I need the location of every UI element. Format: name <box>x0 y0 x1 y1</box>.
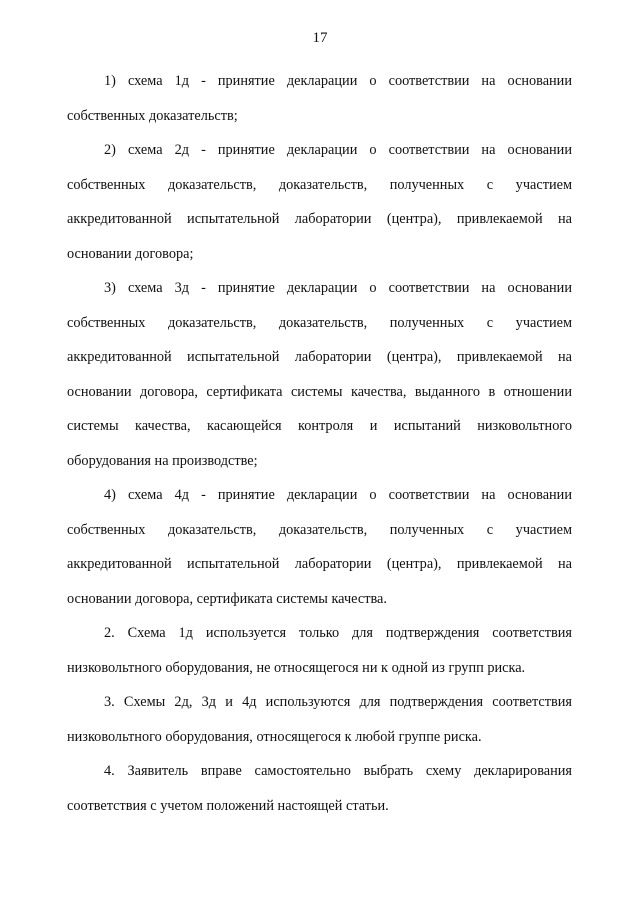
paragraph-scheme-2d: 2) схема 2д - принятие декларации о соответствии на основании собственных доказательств, доказательств, полученных с участием аккредитованной испытательной лаборатории (центра), привлекаемой на основании договора; <box>67 142 572 262</box>
paragraph-item-4: 4. Заявитель вправе самостоятельно выбрать схему декларирования соответствия с учетом положений настоящей статьи. <box>67 763 572 814</box>
paragraph-item-2: 2. Схема 1д используется только для подтверждения соответствия низковольтного оборудования, не относящегося ни к одной из групп риска. <box>67 625 572 676</box>
paragraph-scheme-4d: 4) схема 4д - принятие декларации о соответствии на основании собственных доказательств, доказательств, полученных с участием аккредитованной испытательной лаборатории (центра), привлекаемой на основании договора, сертификата системы качества. <box>67 487 572 607</box>
document-body <box>67 64 572 823</box>
paragraph-scheme-1d: 1) схема 1д - принятие декларации о соответствии на основании собственных доказательств; <box>67 73 572 124</box>
paragraph-item-3: 3. Схемы 2д, 3д и 4д используются для подтверждения соответствия низковольтного оборудования, относящегося к любой группе риска. <box>67 694 572 745</box>
page-number: 17 <box>312 30 328 46</box>
paragraph-scheme-3d: 3) схема 3д - принятие декларации о соответствии на основании собственных доказательств, доказательств, полученных с участием аккредитованной испытательной лаборатории (центра), привлекаемой на основании договора, сертификата системы качества, выданного в отношении системы качества, касающейся контроля и испытаний низковольтного оборудования на производстве; <box>67 280 572 469</box>
